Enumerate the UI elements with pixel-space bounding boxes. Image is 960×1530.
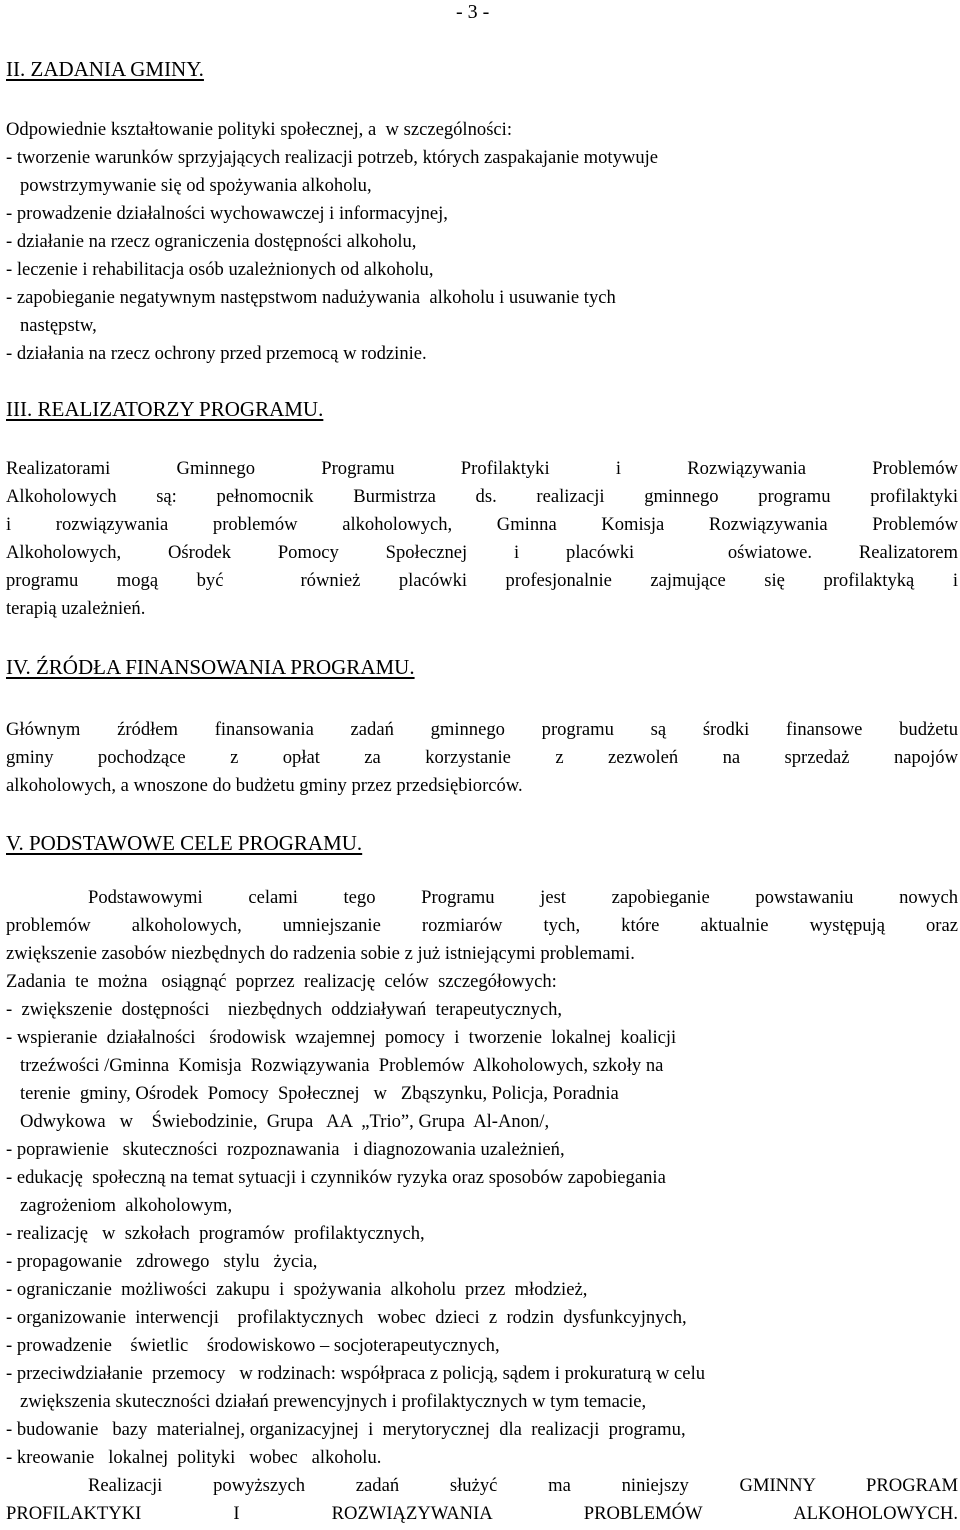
text-line: - zapobieganie negatywnym następstwom nadużywania alkoholu i usuwanie tych [6, 287, 616, 308]
text-line: problemów alkoholowych, umniejszanie rozmiarów tych, które aktualnie występują oraz [6, 915, 958, 936]
text-line: następstw, [6, 315, 97, 336]
list-item: zwiększenia skuteczności działań prewencyjnych i profilaktycznych w tym temacie, [6, 1391, 647, 1412]
text-line: - prowadzenie działalności wychowawczej i informacyjnej, [6, 203, 448, 224]
list-item: - prowadzenie świetlic środowiskowo – socjoterapeutycznych, [6, 1335, 500, 1356]
list-item: - kreowanie lokalnej polityki wobec alkoholu. [6, 1447, 382, 1468]
section-zrodla-finansowania [6, 716, 958, 800]
text-line: - działania na rzecz ochrony przed przemocą w rodzinie. [6, 343, 427, 364]
page-number: - 3 - [456, 1, 490, 23]
heading-zrodla-finansowania: IV. ŹRÓDŁA FINANSOWANIA PROGRAMU. [6, 655, 415, 679]
text-line: PROFILAKTYKI I ROZWIĄZYWANIA PROBLEMÓW ALKOHOLOWYCH. [6, 1503, 958, 1524]
list-item: - ograniczanie możliwości zakupu i spożywania alkoholu przez młodzież, [6, 1279, 588, 1300]
text-line: Realizatorami Gminnego Programu Profilaktyki i Rozwiązywania Problemów [6, 458, 958, 479]
text-line: Alkoholowych są: pełnomocnik Burmistrza ds. realizacji gminnego programu profilaktyki [6, 486, 958, 507]
list-item: - przeciwdziałanie przemocy w rodzinach: współpraca z policją, sądem i prokuraturą w celu [6, 1363, 706, 1384]
text-line: powstrzymywanie się od spożywania alkoholu, [6, 175, 372, 196]
list-item: - wspieranie działalności środowisk wzajemnej pomocy i tworzenie lokalnej koalicji [6, 1027, 677, 1048]
text-line: - leczenie i rehabilitacja osób uzależnionych od alkoholu, [6, 259, 434, 280]
section-podstawowe-cele [6, 884, 958, 1528]
list-item: Odwykowa w Świebodzinie, Grupa AA „Trio”, Grupa Al-Anon/, [6, 1111, 550, 1132]
list-item: terenie gminy, Ośrodek Pomocy Społecznej w Zbąszynku, Policja, Poradnia [6, 1083, 619, 1104]
text-line: Odpowiednie kształtowanie polityki społecznej, a w szczególności: [6, 119, 513, 140]
text-line: Głównym źródłem finansowania zadań gminnego programu są środki finansowe budżetu [6, 719, 958, 740]
list-item: - zwiększenie dostępności niezbędnych oddziaływań terapeutycznych, [6, 999, 563, 1020]
list-item: - realizację w szkołach programów profilaktycznych, [6, 1223, 425, 1244]
heading-podstawowe-cele: V. PODSTAWOWE CELE PROGRAMU. [6, 831, 363, 855]
text-line: programu mogą być również placówki profesjonalnie zajmujące się profilaktyką i [6, 570, 958, 591]
text-line: gminy pochodzące z opłat za korzystanie z zezwoleń na sprzedaż napojów [6, 747, 958, 768]
section-zadania-gminy [6, 116, 958, 396]
text-line: - tworzenie warunków sprzyjających realizacji potrzeb, których zaspakajanie motywuje [6, 147, 659, 168]
list-item: - budowanie bazy materialnej, organizacyjnej i merytorycznej dla realizacji programu, [6, 1419, 686, 1440]
heading-zadania-gminy: II. ZADANIA GMINY. [6, 57, 204, 81]
list-item: zagrożeniom alkoholowym, [6, 1195, 233, 1216]
text-line: - działanie na rzecz ograniczenia dostępności alkoholu, [6, 231, 417, 252]
list-item: - propagowanie zdrowego stylu życia, [6, 1251, 318, 1272]
text-line: Realizacji powyższych zadań służyć ma niniejszy GMINNY PROGRAM [88, 1475, 958, 1496]
heading-realizatorzy: III. REALIZATORZY PROGRAMU. [6, 397, 324, 421]
text-line: Podstawowymi celami tego Programu jest zapobieganie powstawaniu nowych [88, 887, 958, 908]
text-line [6, 368, 958, 396]
list-item: - organizowanie interwencji profilaktycznych wobec dzieci z rodzin dysfunkcyjnych, [6, 1307, 687, 1328]
text-line: Zadania te można osiągnąć poprzez realizację celów szczegółowych: [6, 971, 557, 992]
text-line: terapią uzależnień. [6, 598, 146, 619]
text-line: alkoholowych, a wnoszone do budżetu gminy przez przedsiębiorców. [6, 775, 523, 796]
list-item: trzeźwości /Gminna Komisja Rozwiązywania Problemów Alkoholowych, szkoły na [6, 1055, 664, 1076]
list-item: - poprawienie skuteczności rozpoznawania i diagnozowania uzależnień, [6, 1139, 565, 1160]
list-item: - edukację społeczną na temat sytuacji i czynników ryzyka oraz sposobów zapobiegania [6, 1167, 666, 1188]
text-line: i rozwiązywania problemów alkoholowych, Gminna Komisja Rozwiązywania Problemów [6, 514, 958, 535]
text-line: Alkoholowych, Ośrodek Pomocy Społecznej i placówki oświatowe. Realizatorem [6, 542, 958, 563]
section-realizatorzy [6, 455, 958, 623]
text-line: zwiększenie zasobów niezbędnych do radzenia sobie z już istniejącymi problemami. [6, 943, 635, 964]
